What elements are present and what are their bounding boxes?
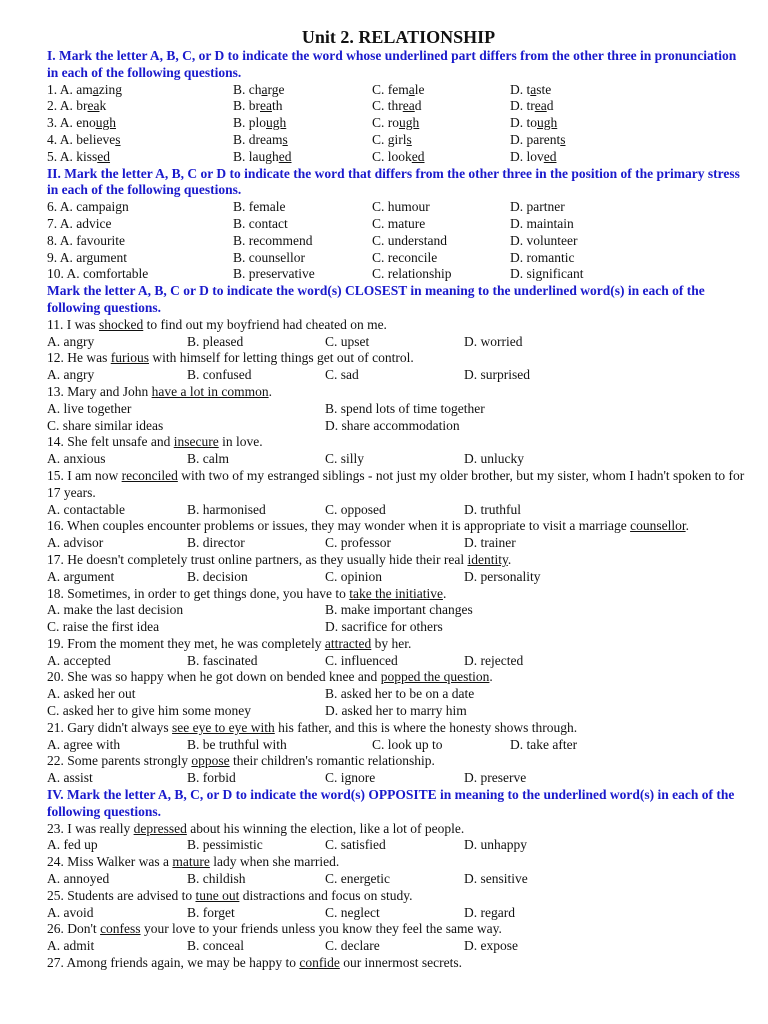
section-heading: II. Mark the letter A, B, C or D to indicate the word that differs from the other three in the position of the primary stress in each of the following questions.	[47, 165, 740, 198]
underlined-word: popped the question	[380, 669, 490, 685]
option-c: C. energetic	[325, 871, 390, 887]
option-d: D. personality	[464, 568, 541, 584]
option-c: C. female	[372, 81, 425, 97]
underlined-part: s	[406, 131, 412, 147]
options-row	[47, 837, 750, 854]
underlined-part: ed	[543, 148, 557, 164]
underlined-part: ugh	[537, 115, 558, 131]
options-row	[47, 871, 750, 888]
underlined-word: confide	[299, 955, 340, 971]
option-d: D. tread	[510, 98, 554, 114]
option-c: C. opposed	[325, 501, 386, 517]
underlined-part: s	[115, 131, 121, 147]
options-row	[47, 367, 750, 384]
stress-questions	[47, 199, 750, 283]
underlined-word: oppose	[191, 753, 230, 769]
underlined-part: ugh	[95, 115, 116, 131]
option-c: C. asked her to give him some money	[47, 703, 251, 719]
options-row	[47, 619, 750, 636]
underlined-part: a	[92, 81, 99, 97]
options-row	[47, 905, 750, 922]
options-row	[47, 451, 750, 468]
option-b: B. asked her to be on a date	[325, 686, 475, 702]
underlined-word: see eye to eye with	[172, 719, 275, 735]
option-a: A. asked her out	[47, 686, 136, 702]
option-d: D. truthful	[464, 501, 521, 517]
underlined-word: attracted	[324, 635, 372, 651]
option-c: C. influenced	[325, 652, 398, 668]
option-a: A. avoid	[47, 904, 94, 920]
question-stem: 15. I am now reconciled with two of my estranged siblings - not just my older brother, but my sister, whom I hadn't spoken to for 17 years.	[47, 467, 745, 500]
option-d: D. romantic	[510, 249, 575, 265]
question-stem: 22. Some parents strongly oppose their children's romantic relationship.	[47, 753, 435, 769]
option-d: D. preserve	[464, 770, 527, 786]
options-row	[47, 418, 750, 435]
underlined-part: ea	[87, 98, 100, 114]
option-a: 6. A. campaign	[47, 199, 129, 215]
option-a: A. argument	[47, 568, 115, 584]
option-c: C. professor	[325, 535, 391, 551]
section-heading: Mark the letter A, B, C or D to indicate the word(s) CLOSEST in meaning to the underlined word(s) in each of the following questions.	[47, 283, 705, 315]
option-d: D. regard	[464, 904, 515, 920]
option-c: C. satisfied	[325, 837, 386, 853]
question-stem: 23. I was really depressed about his winning the election, like a lot of people.	[47, 820, 465, 836]
underlined-word: counsellor	[630, 518, 686, 534]
option-d: D. trainer	[464, 535, 516, 551]
underlined-word: have a lot in common	[151, 383, 269, 399]
option-a: A. agree with	[47, 736, 121, 752]
underlined-part: ed	[411, 148, 425, 164]
question-stem: 21. Gary didn't always see eye to eye with his father, and this is where the honesty shows through.	[47, 719, 578, 735]
option-d: D. parents	[510, 131, 566, 147]
question-stem: 17. He doesn't completely trust online partners, as they usually hide their real identity.	[47, 551, 512, 567]
option-d: D. unlucky	[464, 451, 524, 467]
option-a: A. anxious	[47, 451, 106, 467]
underlined-part: ed	[97, 148, 111, 164]
option-a: A. fed up	[47, 837, 98, 853]
options-row	[47, 569, 750, 586]
options-row	[47, 770, 750, 787]
option-a: A. admit	[47, 938, 95, 954]
pronunciation-row	[47, 82, 750, 99]
option-a: 3. A. enough	[47, 115, 116, 131]
option-b: B. female	[233, 199, 286, 215]
underlined-part: a	[408, 81, 415, 97]
stress-row	[47, 199, 750, 216]
option-a: A. angry	[47, 333, 95, 349]
option-a: A. assist	[47, 770, 93, 786]
question-stem: 19. From the moment they met, he was completely attracted by her.	[47, 635, 412, 651]
option-a: 5. A. kissed	[47, 148, 111, 164]
option-c: C. ignore	[325, 770, 376, 786]
option-a: 8. A. favourite	[47, 232, 125, 248]
underlined-word: mature	[172, 854, 210, 870]
option-a: 7. A. advice	[47, 215, 112, 231]
underlined-word: take the initiative	[349, 585, 443, 601]
options-row	[47, 535, 750, 552]
option-c: C. declare	[325, 938, 380, 954]
pronunciation-row	[47, 132, 750, 149]
option-b: B. forbid	[187, 770, 236, 786]
underlined-part: ea	[260, 98, 272, 114]
option-b: B. recommend	[233, 232, 313, 248]
page-title: Unit 2. RELATIONSHIP	[301, 27, 496, 47]
option-c: C. looked	[372, 148, 425, 164]
question-stem: 13. Mary and John have a lot in common.	[47, 383, 272, 399]
option-b: B. director	[187, 535, 245, 551]
underlined-part: s	[282, 131, 288, 147]
underlined-word: furious	[110, 350, 149, 366]
option-b: B. breath	[233, 98, 283, 114]
option-b: B. decision	[187, 568, 248, 584]
pronunciation-row	[47, 98, 750, 115]
option-d: D. partner	[510, 199, 565, 215]
option-d: D. unhappy	[464, 837, 527, 853]
option-b: B. counsellor	[233, 249, 305, 265]
option-d: D. take after	[510, 736, 578, 752]
option-b: B. conceal	[187, 938, 244, 954]
option-c: C. girls	[372, 131, 412, 147]
underlined-part: ea	[534, 98, 547, 114]
question-stem: 25. Students are advised to tune out distractions and focus on study.	[47, 887, 413, 903]
option-b: B. preservative	[233, 266, 315, 282]
option-d: D. significant	[510, 266, 584, 282]
underlined-word: insecure	[173, 434, 219, 450]
option-c: C. neglect	[325, 904, 380, 920]
option-d: D. sacrifice for others	[325, 619, 443, 635]
option-d: D. expose	[464, 938, 518, 954]
section-heading: IV. Mark the letter A, B, C, or D to indicate the word(s) OPPOSITE in meaning to the underlined word(s) in each of the following questions.	[47, 787, 735, 819]
underlined-part: ed	[278, 148, 292, 164]
option-c: C. opinion	[325, 568, 383, 584]
option-d: D. surprised	[464, 367, 530, 383]
underlined-word: depressed	[133, 820, 187, 836]
options-row	[47, 686, 750, 703]
option-a: A. advisor	[47, 535, 104, 551]
option-a: 9. A. argument	[47, 249, 127, 265]
underlined-part: ea	[402, 98, 415, 114]
question-stem: 12. He was furious with himself for letting things get out of control.	[47, 350, 414, 366]
option-c: C. humour	[372, 199, 430, 215]
option-d: D. sensitive	[464, 871, 528, 887]
stress-row	[47, 216, 750, 233]
option-a: A. contactable	[47, 501, 125, 517]
option-b: B. contact	[233, 215, 288, 231]
option-c: C. reconcile	[372, 249, 438, 265]
question-stem: 16. When couples encounter problems or issues, they may wonder when it is appropriate to visit a marriage counsellor.	[47, 518, 689, 534]
question-stem: 20. She was so happy when he got down on bended knee and popped the question.	[47, 669, 493, 685]
option-d: D. tough	[510, 115, 558, 131]
question-stem: 11. I was shocked to find out my boyfriend had cheated on me.	[47, 316, 387, 332]
underlined-word: reconciled	[121, 467, 178, 483]
option-d: D. worried	[464, 333, 523, 349]
option-b: B. pessimistic	[187, 837, 263, 853]
option-b: B. fascinated	[187, 652, 258, 668]
underlined-part: ugh	[399, 115, 420, 131]
option-b: B. dreams	[233, 131, 288, 147]
option-d: D. maintain	[510, 215, 574, 231]
options-row	[47, 401, 750, 418]
option-a: A. angry	[47, 367, 95, 383]
question-stem: 27. Among friends again, we may be happy to confide our innermost secrets.	[47, 955, 463, 971]
stress-row	[47, 233, 750, 250]
option-a: 2. A. break	[47, 98, 107, 114]
stress-row	[47, 266, 750, 283]
option-d: D. asked her to marry him	[325, 703, 467, 719]
option-d: D. loved	[510, 148, 557, 164]
underlined-part: s	[560, 131, 566, 147]
option-c: C. mature	[372, 215, 426, 231]
underlined-word: tune out	[195, 887, 240, 903]
option-c: C. upset	[325, 333, 370, 349]
options-row	[47, 602, 750, 619]
section-heading: I. Mark the letter A, B, C, or D to indicate the word whose underlined part differs from the other three in pronunciation in each of the following questions.	[47, 48, 737, 80]
options-row	[47, 737, 750, 754]
pronunciation-row	[47, 149, 750, 166]
option-c: C. share similar ideas	[47, 417, 164, 433]
underlined-word: confess	[100, 921, 141, 937]
option-c: C. look up to	[372, 736, 443, 752]
options-row	[47, 938, 750, 955]
option-b: B. confused	[187, 367, 252, 383]
option-a: A. live together	[47, 400, 132, 416]
options-row	[47, 703, 750, 720]
option-b: B. make important changes	[325, 602, 473, 618]
question-stem: 18. Sometimes, in order to get things done, you have to take the initiative.	[47, 585, 447, 601]
options-row	[47, 653, 750, 670]
option-a: 4. A. believes	[47, 131, 121, 147]
option-d: D. share accommodation	[325, 417, 460, 433]
pronunciation-row	[47, 115, 750, 132]
option-a: A. annoyed	[47, 871, 110, 887]
option-d: D. taste	[510, 81, 552, 97]
pronunciation-questions	[47, 82, 750, 166]
option-b: B. charge	[233, 81, 285, 97]
option-b: B. be truthful with	[187, 736, 287, 752]
option-a: 1. A. amazing	[47, 81, 122, 97]
option-d: D. volunteer	[510, 232, 578, 248]
option-b: B. laughed	[233, 148, 292, 164]
stress-row	[47, 250, 750, 267]
option-a: 10. A. comfortable	[47, 266, 149, 282]
option-c: C. thread	[372, 98, 422, 114]
options-row	[47, 334, 750, 351]
option-b: B. childish	[187, 871, 246, 887]
underlined-part: ugh	[266, 115, 287, 131]
option-b: B. spend lots of time together	[325, 400, 485, 416]
option-c: C. understand	[372, 232, 447, 248]
option-c: C. silly	[325, 451, 365, 467]
question-stem: 24. Miss Walker was a mature lady when she married.	[47, 854, 340, 870]
question-stem: 14. She felt unsafe and insecure in love.	[47, 434, 263, 450]
underlined-word: identity	[467, 551, 508, 567]
option-b: B. harmonised	[187, 501, 266, 517]
option-b: B. calm	[187, 451, 229, 467]
option-a: A. accepted	[47, 652, 111, 668]
option-c: C. sad	[325, 367, 359, 383]
option-b: B. plough	[233, 115, 287, 131]
option-c: C. rough	[372, 115, 420, 131]
underlined-part: a	[261, 81, 268, 97]
option-b: B. pleased	[187, 333, 244, 349]
option-b: B. forget	[187, 904, 235, 920]
option-d: D. rejected	[464, 652, 524, 668]
underlined-word: shocked	[99, 316, 144, 332]
options-row	[47, 502, 750, 519]
option-c: C. relationship	[372, 266, 452, 282]
option-a: A. make the last decision	[47, 602, 184, 618]
underlined-part: a	[530, 81, 537, 97]
question-stem: 26. Don't confess your love to your friends unless you know they feel the same way.	[47, 921, 502, 937]
option-c: C. raise the first idea	[47, 619, 160, 635]
